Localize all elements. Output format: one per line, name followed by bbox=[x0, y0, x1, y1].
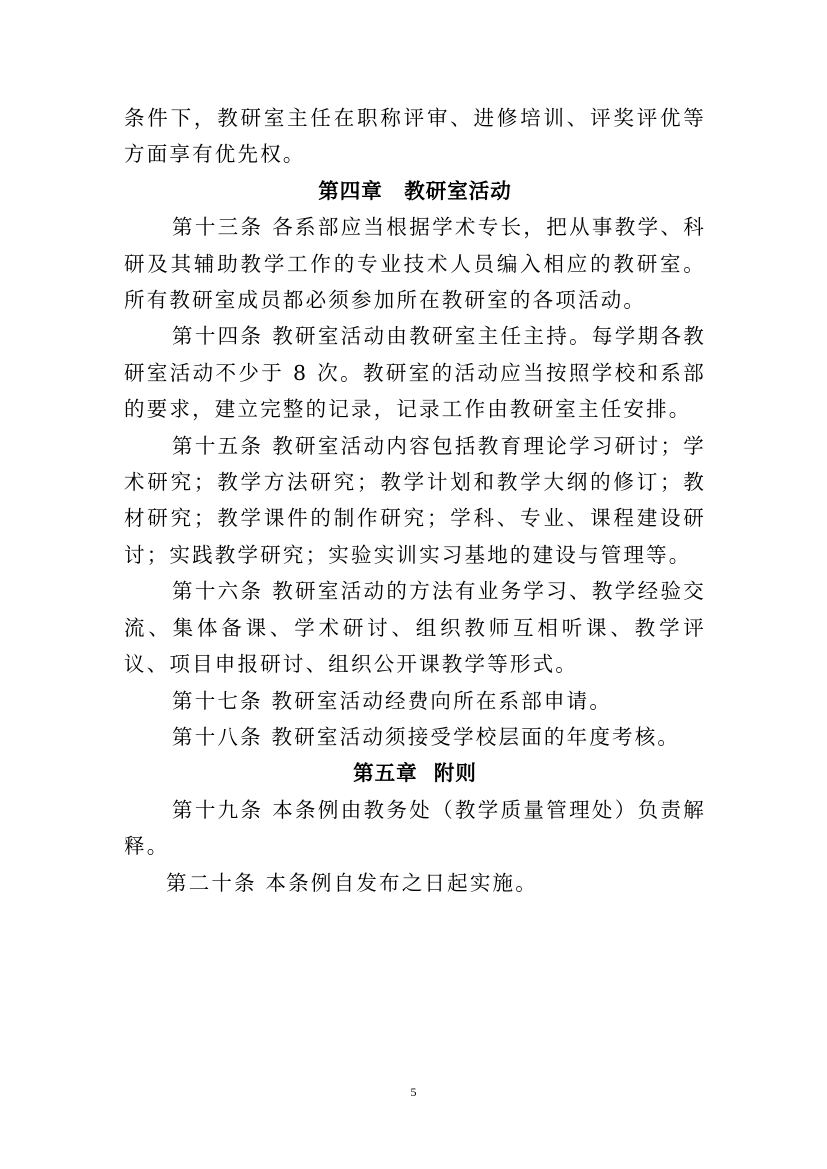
chapter-4-heading: 第四章 教研室活动 bbox=[318, 178, 512, 203]
document-body bbox=[124, 100, 706, 901]
paragraph-continuation: 条件下，教研室主任在职称评审、进修培训、评奖评优等方面享有优先权。 bbox=[124, 106, 706, 167]
article-18-paragraph: 第十八条 教研室活动须接受学校层面的年度考核。 bbox=[172, 724, 681, 749]
page-number: 5 bbox=[410, 1085, 417, 1099]
article-20-paragraph: 第二十条 本条例自发布之日起实施。 bbox=[166, 870, 538, 895]
article-19-paragraph: 第十九条 本条例由教务处（教学质量管理处）负责解释。 bbox=[124, 797, 706, 859]
article-13-paragraph: 第十三条 各系部应当根据学术专长，把从事教学、科研及其辅助教学工作的专业技术人员编入相应的教研室。所有教研室成员都必须参加所在教研室的各项活动。 bbox=[124, 215, 706, 313]
chapter-5-heading: 第五章 附则 bbox=[353, 761, 477, 786]
article-17-paragraph: 第十七条 教研室活动经费向所在系部申请。 bbox=[172, 688, 613, 713]
article-14-paragraph: 第十四条 教研室活动由教研室主任主持。每学期各教研室活动不少于 8 次。教研室的活动应当按照学校和系部的要求，建立完整的记录，记录工作由教研室主任安排。 bbox=[124, 324, 706, 422]
article-16-paragraph: 第十六条 教研室活动的方法有业务学习、教学经验交流、集体备课、学术研讨、组织教师互相听课、教学评议、项目申报研讨、组织公开课教学等形式。 bbox=[124, 579, 706, 677]
article-15-paragraph: 第十五条 教研室活动内容包括教育理论学习研讨；学术研究；教学方法研究；教学计划和教学大纲的修订；教材研究；教学课件的制作研究；学科、专业、课程建设研讨；实践教学研究；实验实训实习基地的建设与管理等。 bbox=[124, 433, 706, 567]
